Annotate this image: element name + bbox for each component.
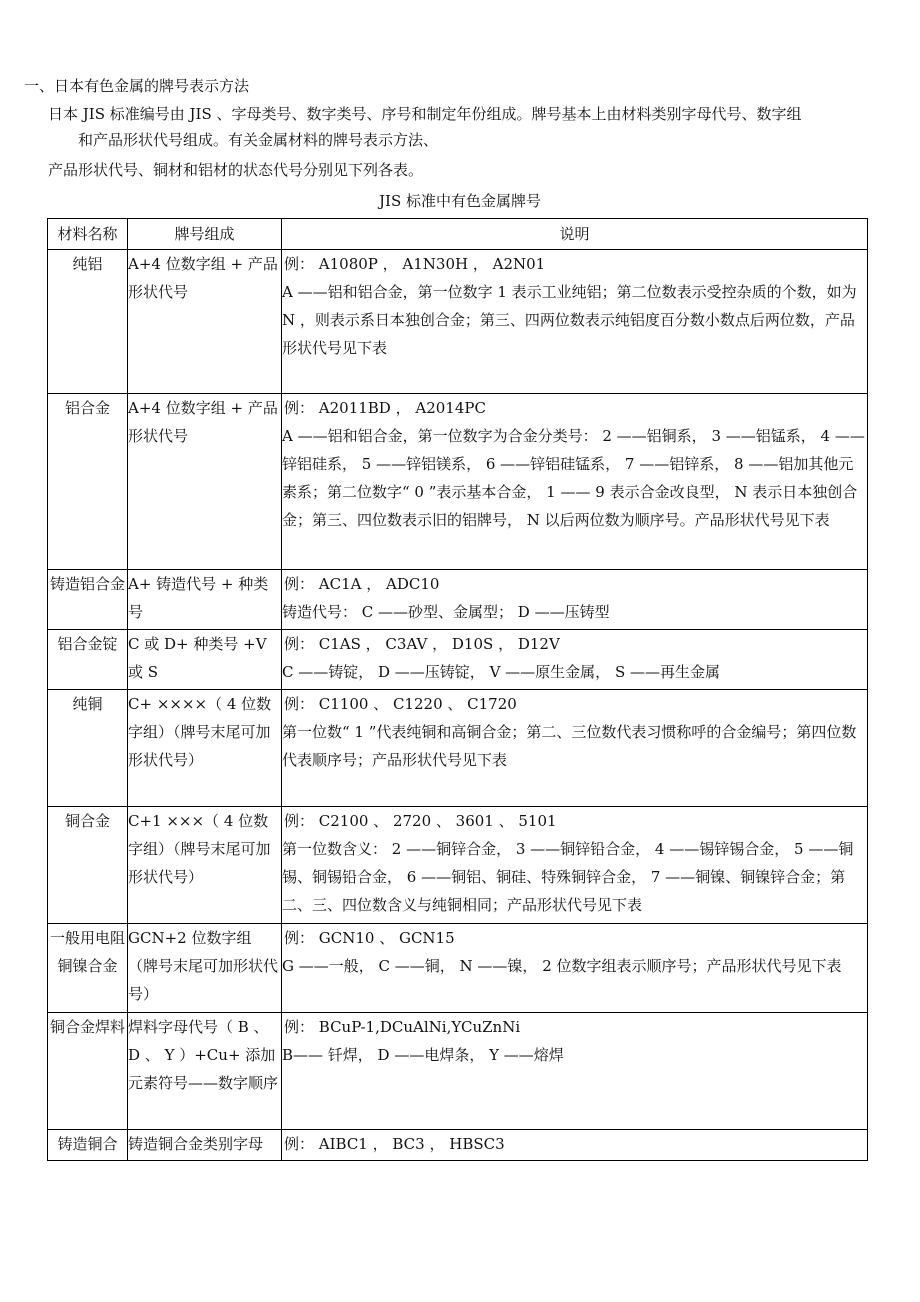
grade-explanation: C ——铸锭， D ——压铸锭， V ——原生金属， S ——再生金属 [282, 663, 720, 681]
material-name: 铝合金锭 [48, 630, 128, 690]
grade-example: 例： C1AS ， C3AV ， D10S ， D12V [284, 635, 560, 653]
table-row [48, 924, 868, 1013]
grade-description [282, 630, 868, 690]
grade-example: 例： BCuP-1,DCuAlNi,YCuZnNi [284, 1018, 521, 1036]
intro-paragraph-1 [48, 101, 878, 153]
grade-explanation: 铸造代号： C ——砂型、金属型； D ——压铸型 [282, 603, 610, 621]
grade-example: 例： A1080P ， A1N30H ， A2N01 [284, 255, 546, 273]
grade-explanation: A ——铝和铝合金，第一位数字为合金分类号： 2 ——铝铜系， 3 ——铝锰系， 4 ——锌铝硅系， 5 ——锌铝镁系， 6 ——锌铝硅锰系， 7 ——铝锌系， 8 ——铝加其他元素系；第二位数字“ 0 ”表示基本合金， 1 —— 9 表示合金改良型， N 表示日本独创合金；第三、四位数表示旧的铝牌号， N 以后两位数为顺序号。产品形状代号见下表 [282, 427, 865, 529]
grade-explanation: A ——铝和铝合金，第一位数字 1 表示工业纯铝；第二位数表示受控杂质的个数，如为 N ，则表示系日本独创合金；第三、四两位数表示纯铝度百分数小数点后两位数，产品形状代号见下表 [282, 283, 857, 357]
section-heading: 一、日本有色金属的牌号表示方法 [24, 77, 250, 95]
header-grade-composition: 牌号组成 [128, 219, 282, 250]
grade-example: 例： AIBC1 ， BC3 ， HBSC3 [284, 1135, 505, 1153]
table-caption: JIS 标准中有色金属牌号 [379, 192, 541, 210]
table-row [48, 690, 868, 807]
intro-paragraph-2: 产品形状代号、铜材和铝材的状态代号分别见下列各表。 [48, 161, 424, 179]
grade-description [282, 394, 868, 570]
grade-composition: 铸造铜合金类别字母 [128, 1130, 282, 1161]
table-row [48, 570, 868, 630]
intro-line-1: 日本 JIS 标准编号由 JIS 、字母类号、数字类号、序号和制定年份组成。牌号基本上由材料类别字母代号、数字组 [48, 105, 802, 123]
table-row [48, 1130, 868, 1161]
table-header-row [48, 219, 868, 250]
grade-example: 例： C1100 、 C1220 、 C1720 [284, 695, 517, 713]
grade-composition: A+4 位数字组 + 产品形状代号 [128, 250, 282, 394]
grade-table [47, 218, 868, 1161]
material-name: 纯铝 [48, 250, 128, 394]
grade-description [282, 690, 868, 807]
material-name: 铸造铜合 [48, 1130, 128, 1161]
material-name: 铜合金焊料 [48, 1013, 128, 1130]
grade-composition: 焊料字母代号（ B 、 D 、 Y ）+Cu+ 添加元素符号——数字顺序 [128, 1013, 282, 1130]
grade-description [282, 807, 868, 924]
table-row [48, 250, 868, 394]
table-row [48, 394, 868, 570]
material-name: 铸造铝合金 [48, 570, 128, 630]
grade-example: 例： AC1A ， ADC10 [284, 575, 440, 593]
intro-line-1-continuation: 和产品形状代号组成。有关金属材料的牌号表示方法、 [78, 131, 439, 149]
grade-example: 例： C2100 、 2720 、 3601 、 5101 [284, 812, 557, 830]
grade-description [282, 570, 868, 630]
grade-composition: C+ ××××（ 4 位数字组）（牌号末尾可加形状代号） [128, 690, 282, 807]
grade-composition: A+ 铸造代号 + 种类号 [128, 570, 282, 630]
grade-composition: C+1 ×××（ 4 位数字组）（牌号末尾可加形状代号） [128, 807, 282, 924]
grade-composition: GCN+2 位数字组（牌号末尾可加形状代号） [128, 924, 282, 1013]
grade-composition: A+4 位数字组 + 产品形状代号 [128, 394, 282, 570]
table-row [48, 630, 868, 690]
header-description: 说明 [282, 219, 868, 250]
material-name: 一般用电阻铜镍合金 [48, 924, 128, 1013]
table-row [48, 807, 868, 924]
material-name: 纯铜 [48, 690, 128, 807]
material-name: 铜合金 [48, 807, 128, 924]
grade-composition: C 或 D+ 种类号 +V 或 S [128, 630, 282, 690]
grade-example: 例： GCN10 、 GCN15 [284, 929, 455, 947]
header-material-name: 材料名称 [48, 219, 128, 250]
grade-example: 例： A2011BD ， A2014PC [284, 399, 486, 417]
grade-description [282, 924, 868, 1013]
grade-description [282, 1013, 868, 1130]
grade-explanation: 第一位数含义： 2 ——铜锌合金， 3 ——铜锌铅合金， 4 ——锡锌锡合金， 5 ——铜锡、铜锡铅合金， 6 ——铜铝、铜硅、特殊铜锌合金， 7 ——铜镍、铜镍锌合金；第二、三、四位数含义与纯铜相同；产品形状代号见下表 [282, 840, 854, 914]
grade-explanation: B—— 钎焊， D ——电焊条， Y ——熔焊 [282, 1046, 564, 1064]
grade-explanation: G ——一般， C ——铜， N ——镍， 2 位数字组表示顺序号；产品形状代号见下表 [282, 957, 842, 975]
grade-description [282, 1130, 868, 1161]
material-name: 铝合金 [48, 394, 128, 570]
grade-description [282, 250, 868, 394]
grade-explanation: 第一位数“ 1 ”代表纯铜和高铜合金；第二、三位数代表习惯称呼的合金编号；第四位数代表顺序号；产品形状代号见下表 [282, 723, 857, 769]
table-row [48, 1013, 868, 1130]
